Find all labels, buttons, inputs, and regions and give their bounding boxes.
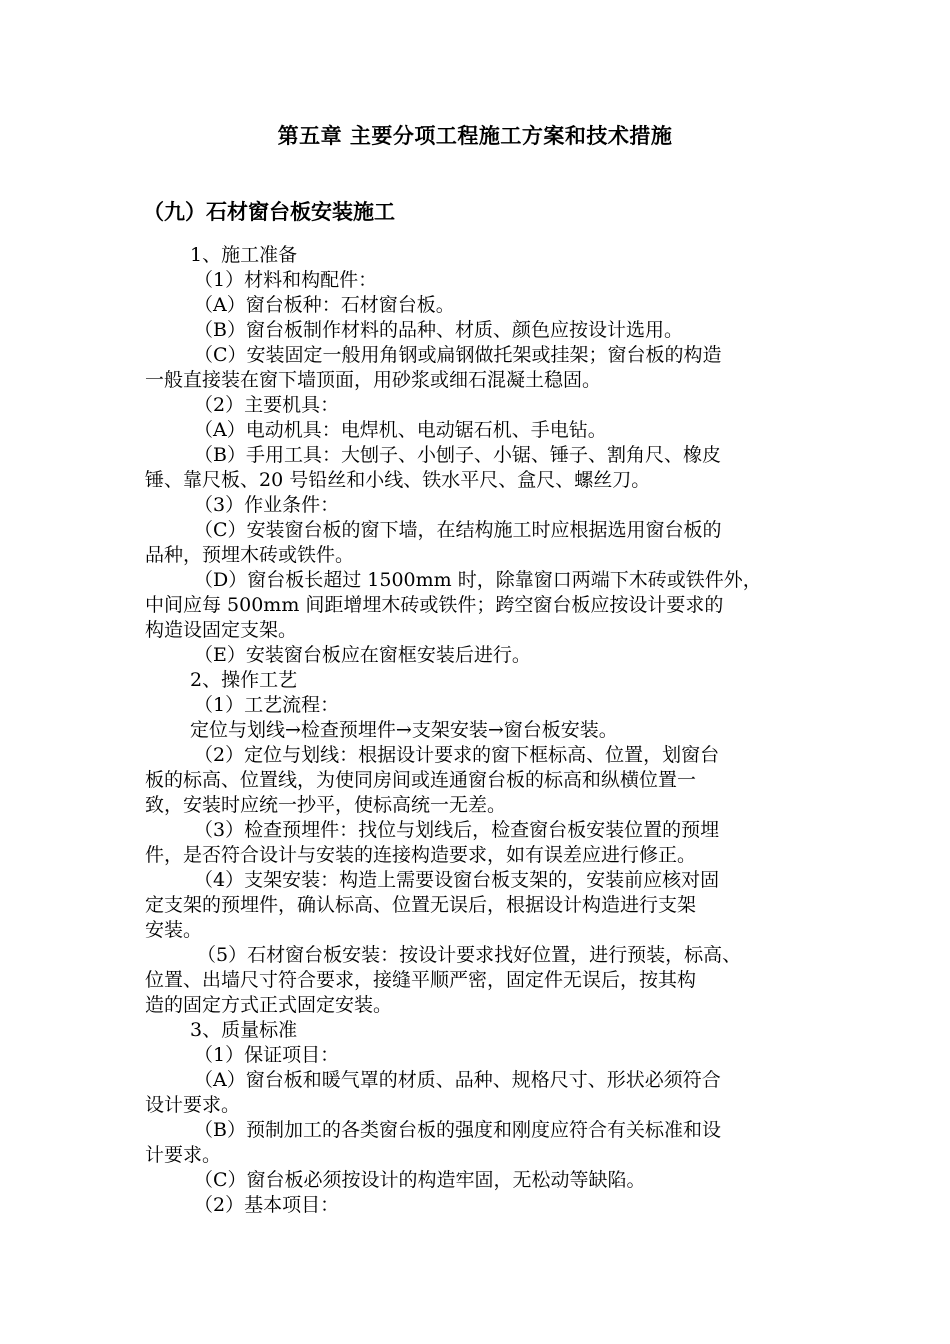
- text-line: 件，是否符合设计与安装的连接构造要求，如有误差应进行修正。: [145, 844, 697, 866]
- text-line: （2）定位与划线：根据设计要求的窗下框标高、位置，划窗台: [194, 744, 720, 766]
- text-line: 计要求。: [145, 1144, 222, 1166]
- text-line: 设计要求。: [145, 1094, 241, 1116]
- text-line: （A）窗台板种：石材窗台板。: [194, 294, 455, 316]
- text-line: （B）预制加工的各类窗台板的强度和刚度应符合有关标准和设: [194, 1119, 721, 1141]
- text-line: （2）基本项目：: [194, 1194, 340, 1216]
- text-line: 一般直接装在窗下墙顶面，用砂浆或细石混凝土稳固。: [145, 369, 602, 391]
- body-text: [145, 243, 825, 1218]
- text-line: （1）材料和构配件：: [194, 269, 378, 291]
- text-line: 定支架的预埋件，确认标高、位置无误后，根据设计构造进行支架: [145, 894, 697, 916]
- text-line: 品种，预埋木砖或铁件。: [145, 544, 355, 566]
- text-line: （3）作业条件：: [194, 494, 340, 516]
- text-line: （3）检查预埋件：找位与划线后，检查窗台板安装位置的预埋: [194, 819, 720, 841]
- text-line: 3、质量标准: [190, 1019, 298, 1041]
- text-line: 锤、靠尺板、20 号铅丝和小线、铁水平尺、盒尺、螺丝刀。: [145, 469, 651, 491]
- text-line: 1、施工准备: [190, 244, 298, 266]
- text-line: （5）石材窗台板安装：按设计要求找好位置，进行预装，标高、: [197, 944, 742, 966]
- text-line: （D）窗台板长超过 1500mm 时，除靠窗口两端下木砖或铁件外，: [194, 569, 762, 591]
- text-line: 致，安装时应统一抄平，使标高统一无差。: [145, 794, 507, 816]
- text-line: （C）窗台板必须按设计的构造牢固，无松动等缺陷。: [194, 1169, 646, 1191]
- section-title: （九）石材窗台板安装施工: [143, 199, 395, 224]
- text-line: （A）电动机具：电焊机、电动锯石机、手电钻。: [194, 419, 607, 441]
- text-line: （1）工艺流程：: [194, 694, 340, 716]
- text-line: （B）窗台板制作材料的品种、材质、颜色应按设计选用。: [194, 319, 683, 341]
- text-line: 构造设固定支架。: [145, 619, 298, 641]
- text-line: （2）主要机具：: [194, 394, 340, 416]
- text-line: 板的标高、位置线，为使同房间或连通窗台板的标高和纵横位置一: [145, 769, 697, 791]
- text-line: 2、操作工艺: [190, 669, 298, 691]
- text-line: （A）窗台板和暖气罩的材质、品种、规格尺寸、形状必须符合: [194, 1069, 721, 1091]
- text-line: 造的固定方式正式固定安装。: [145, 994, 393, 1016]
- text-line: 安装。: [145, 919, 203, 941]
- text-line: 位置、出墙尺寸符合要求，接缝平顺严密，固定件无误后，按其构: [145, 969, 697, 991]
- text-line: （C）安装窗台板的窗下墙，在结构施工时应根据选用窗台板的: [194, 519, 722, 541]
- text-line: （C）安装固定一般用角钢或扁钢做托架或挂架；窗台板的构造: [194, 344, 722, 366]
- text-line: （E）安装窗台板应在窗框安装后进行。: [194, 644, 531, 666]
- chapter-title: 第五章 主要分项工程施工方案和技术措施: [277, 123, 673, 148]
- text-line: （4）支架安装：构造上需要设窗台板支架的，安装前应核对固: [194, 869, 720, 891]
- text-line: （B）手用工具：大刨子、小刨子、小锯、锤子、割角尺、橡皮: [194, 444, 721, 466]
- text-line: 定位与划线→检查预埋件→支架安装→窗台板安装。: [190, 719, 618, 741]
- text-line: （1）保证项目：: [194, 1044, 340, 1066]
- text-line: 中间应每 500mm 间距增埋木砖或铁件；跨空窗台板应按设计要求的: [145, 594, 724, 616]
